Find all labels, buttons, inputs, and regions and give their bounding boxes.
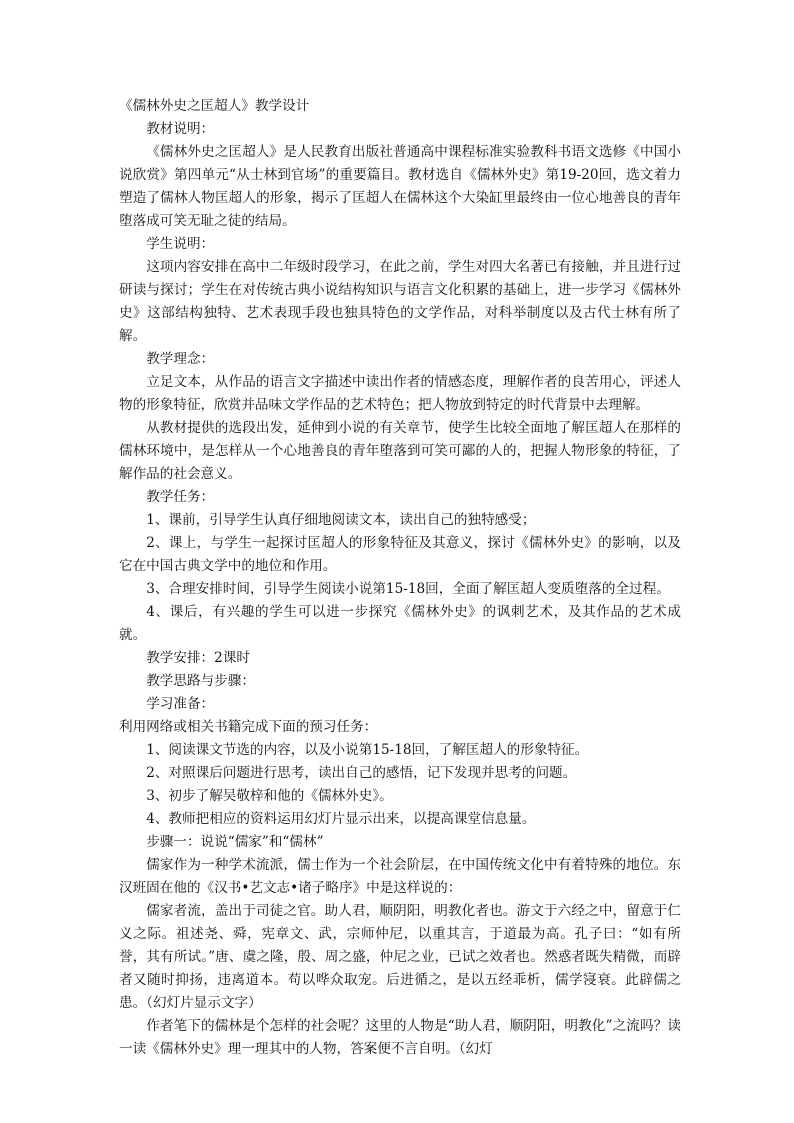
paragraph-textbook: 《儒林外史之匡超人》是人民教育出版社普通高中课程标准实验教科书语文选修《中国小说欣赏》第四单元“从士林到官场”的重要篇目。教材选自《儒林外史》第19-20回，选文着力塑造了儒林人物匡超人的形象，揭示了匡超人在儒林这个大染缸里最终由一位心地善良的青年堕落成可笑无耻之徒的结局。	[119, 144, 681, 229]
schedule-line: 教学安排：2课时	[146, 650, 250, 666]
document-page	[119, 95, 681, 1061]
task-item-2: 2、课上，与学生一起探讨匡超人的形象特征及其意义，探讨《儒林外史》的影响，以及它在中国古典文学中的地位和作用。	[119, 535, 681, 574]
section-heading-prep: 学习准备：	[146, 696, 215, 712]
paragraph-students: 这项内容安排在高中二年级时段学习，在此之前，学生对四大名著已有接触，并且进行过研读与探讨；学生在对传统古典小说结构知识与语言文化积累的基础上，进一步学习《儒林外史》这部结构独特、艺术表现手段也独具特色的文学作品，对科举制度以及古代士林有所了解。	[119, 259, 681, 344]
section-heading-students: 学生说明：	[146, 236, 215, 252]
task-item-1: 1、课前，引导学生认真仔细地阅读文本，读出自己的独特感受；	[146, 512, 536, 528]
prep-item-3: 3、初步了解吴敬梓和他的《儒林外史》。	[146, 788, 393, 804]
prep-item-1: 1、阅读课文节选的内容，以及小说第15-18回，了解匡超人的形象特征。	[146, 742, 589, 758]
prep-item-2: 2、对照课后问题进行思考，读出自己的感悟，记下发现并思考的问题。	[146, 765, 577, 781]
section-heading-textbook: 教材说明：	[146, 121, 215, 137]
section-heading-philosophy: 教学理念：	[146, 351, 215, 367]
paragraph-philosophy-1: 立足文本，从作品的语言文字描述中读出作者的情感态度，理解作者的良苦用心，评述人物的形象特征，欣赏并品味文学作品的艺术特色；把人物放到特定的时代背景中去理解。	[119, 374, 681, 413]
task-item-4: 4、课后，有兴趣的学生可以进一步探究《儒林外史》的讽刺艺术，及其作品的艺术成就。	[119, 604, 681, 643]
section-heading-step1: 步骤一：说说“儒家”和“儒林”	[146, 834, 324, 850]
section-heading-tasks: 教学任务：	[146, 489, 215, 505]
task-item-3: 3、合理安排时间，引导学生阅读小说第15-18回，全面了解匡超人变质堕落的全过程。	[146, 581, 670, 597]
paragraph-step1-1: 儒家作为一种学术流派，儒士作为一个社会阶层，在中国传统文化中有着特殊的地位。东汉班固在他的《汉书•艺文志•诸子略序》中是这样说的：	[119, 857, 681, 896]
paragraph-philosophy-2: 从教材提供的选段出发，延伸到小说的有关章节，使学生比较全面地了解匡超人在那样的儒林环境中，是怎样从一个心地善良的青年堕落到可笑可鄙的人的，把握人物形象的特征，了解作品的社会意义。	[119, 420, 681, 482]
prep-intro: 利用网络或相关书籍完成下面的预习任务：	[119, 719, 378, 735]
document-title: 《儒林外史之匡超人》教学设计	[119, 98, 310, 114]
paragraph-step1-quote: 儒家者流，盖出于司徒之官。助人君，顺阴阳，明教化者也。游文于六经之中，留意于仁义之际。祖述尧、舜，宪章文、武，宗师仲尼，以重其言，于道最为高。孔子曰：“如有所誉，其有所试。”唐、虞之隆，殷、周之盛，仲尼之业，已试之效者也。然惑者既失精微，而辟者又随时抑扬，违离道本。苟以哗众取宠。后进循之，是以五经乖析，儒学寖衰。此辟儒之患。（幻灯片显示文字）	[119, 903, 681, 1011]
prep-item-4: 4、教师把相应的资料运用幻灯片显示出来，以提高课堂信息量。	[146, 811, 536, 827]
section-heading-steps: 教学思路与步骤：	[146, 673, 255, 689]
paragraph-step1-3: 作者笔下的儒林是个怎样的社会呢？这里的人物是“助人君，顺阴阳，明教化”之流吗？读一读《儒林外史》理一理其中的人物，答案便不言自明。（幻灯	[119, 1018, 681, 1057]
